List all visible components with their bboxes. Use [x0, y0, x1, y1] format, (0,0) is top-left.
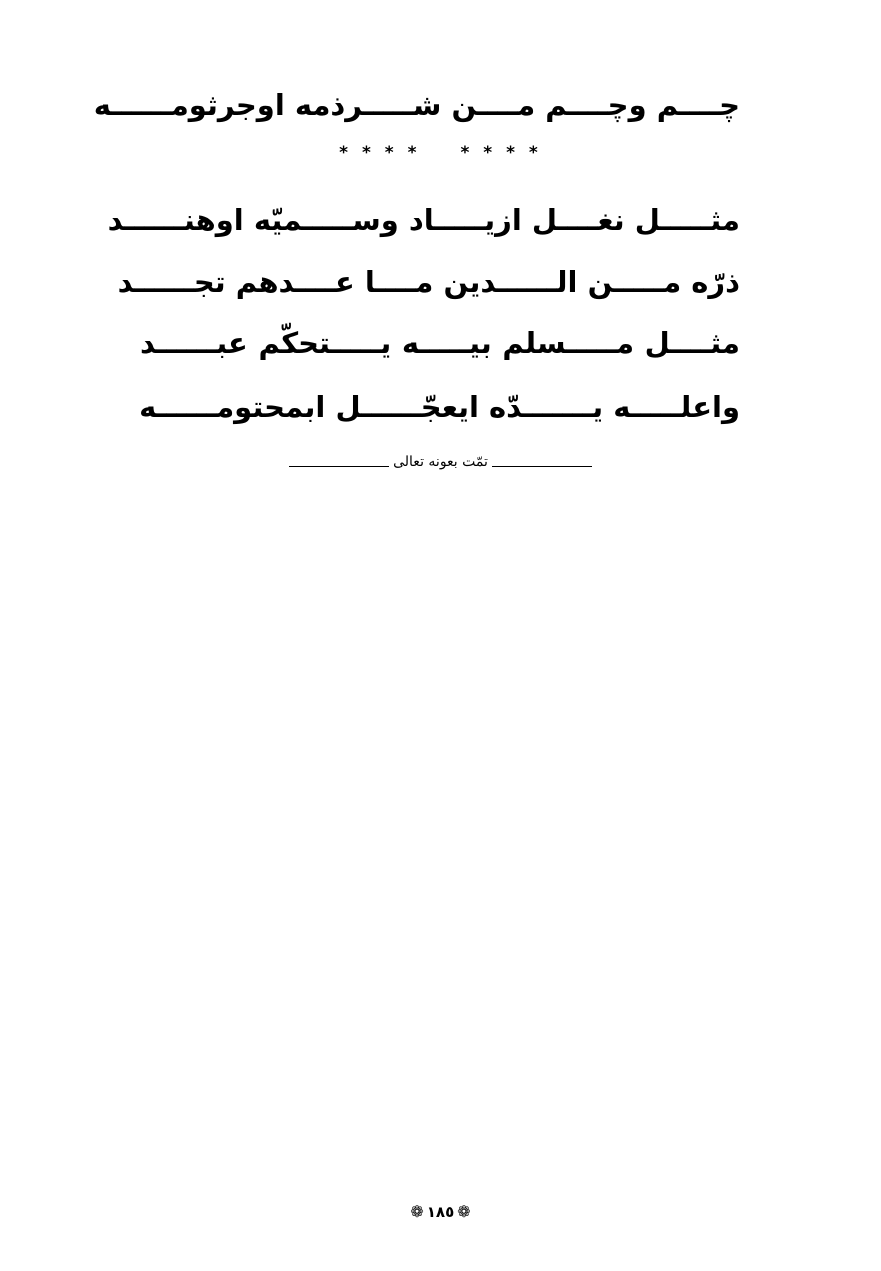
verse-line-3: ذرّه مـــــن الــــــدين مــــا عــــدهم تجــــــد [117, 265, 740, 299]
colophon [0, 450, 881, 474]
stars-group-right: * * * * [460, 143, 542, 163]
colophon-rule-left [289, 466, 389, 467]
stars-separator [0, 140, 881, 166]
colophon-rule-right [492, 466, 592, 467]
verse-line-2: مثـــــل نغــــل ازيـــــاد وســـــميّه اوهنــــــد [107, 203, 740, 237]
page-footer [0, 1200, 881, 1224]
colophon-text: تمّت بعونه تعالى [393, 454, 488, 470]
verse-line-5: واعلـــــه يـــــــدّه ايعجّــــــل ابمحتومــــــه [139, 390, 740, 424]
page-number: ١٨٥ [426, 1203, 455, 1221]
stars-group-left: * * * * [339, 143, 421, 163]
ornament-left-icon: ❁ [410, 1202, 424, 1221]
ornament-right-icon: ❁ [457, 1202, 471, 1221]
verse-line-4: مثــــل مـــــسلم بيـــــه يـــــتحكّم عبــــــد [140, 326, 740, 360]
verse-line-1: چــــم وچــــم مــــن شـــــرذمه اوجرثومــــــه [93, 88, 740, 122]
